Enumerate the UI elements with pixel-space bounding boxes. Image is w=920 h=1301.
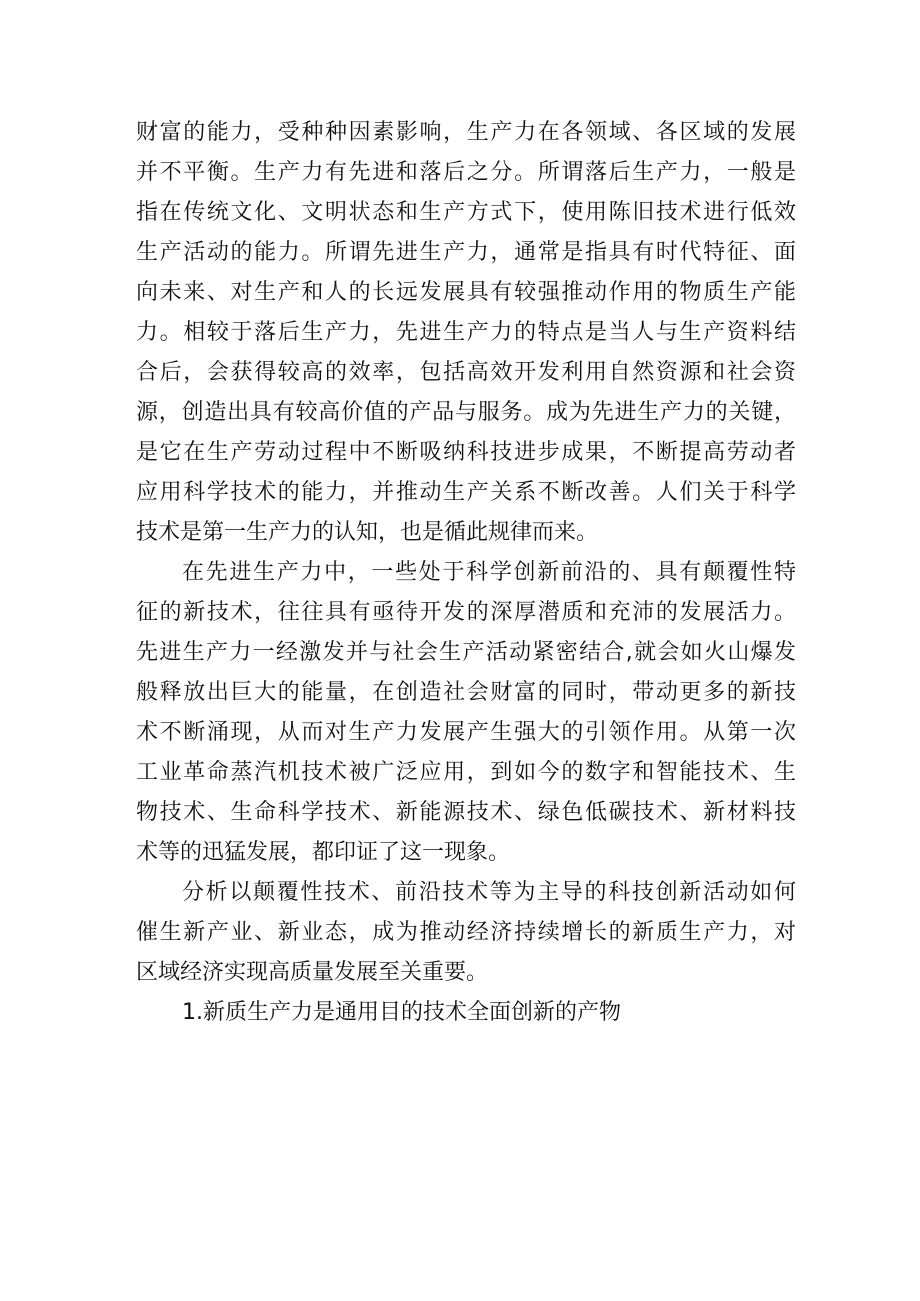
text-line: 催生新产业、新业态，成为推动经济持续增长的新质生产力，对 bbox=[136, 920, 796, 945]
text-line: 物技术、生命科学技术、新能源技术、绿色低碳技术、新材料技 bbox=[136, 800, 796, 825]
heading-line: 1.新质生产力是通用目的技术全面创新的产物 bbox=[182, 1000, 621, 1025]
text-line: 工业革命蒸汽机技术被广泛应用，到如今的数字和智能技术、生 bbox=[136, 760, 796, 785]
paragraph-1 bbox=[136, 113, 796, 553]
text-line: 在先进生产力中，一些处于科学创新前沿的、具有颠覆性特 bbox=[182, 560, 796, 585]
text-line: 技术是第一生产力的认知，也是循此规律而来。 bbox=[136, 520, 599, 545]
text-line: 合后，会获得较高的效率，包括高效开发利用自然资源和社会资 bbox=[136, 360, 796, 385]
text-line: 区域经济实现高质量发展至关重要。 bbox=[136, 960, 489, 985]
text-line: 是它在生产劳动过程中不断吸纳科技进步成果，不断提高劳动者 bbox=[136, 440, 796, 465]
text-line: 向未来、对生产和人的长远发展具有较强推动作用的物质生产能 bbox=[136, 280, 796, 305]
text-line: 生产活动的能力。所谓先进生产力，通常是指具有时代特征、面 bbox=[136, 240, 796, 265]
text-line: 并不平衡。生产力有先进和落后之分。所谓落后生产力，一般是 bbox=[136, 160, 796, 185]
text-line: 征的新技术，往往具有亟待开发的深厚潜质和充沛的发展活力。 bbox=[136, 600, 796, 625]
paragraph-3 bbox=[136, 873, 796, 993]
section-heading bbox=[136, 993, 796, 1033]
text-line: 力。相较于落后生产力，先进生产力的特点是当人与生产资料结 bbox=[136, 320, 796, 345]
text-line: 术等的迅猛发展，都印证了这一现象。 bbox=[136, 840, 511, 865]
text-line: 源，创造出具有较高价值的产品与服务。成为先进生产力的关键， bbox=[136, 400, 796, 425]
text-line: 分析以颠覆性技术、前沿技术等为主导的科技创新活动如何 bbox=[182, 880, 796, 905]
text-line: 术不断涌现，从而对生产力发展产生强大的引领作用。从第一次 bbox=[136, 720, 796, 745]
text-line: 般释放出巨大的能量，在创造社会财富的同时，带动更多的新技 bbox=[136, 680, 796, 705]
text-line: 先进生产力一经激发并与社会生产活动紧密结合,就会如火山爆发 bbox=[136, 640, 796, 665]
body-text bbox=[136, 113, 796, 1033]
paragraph-2 bbox=[136, 553, 796, 873]
text-line: 指在传统文化、文明状态和生产方式下，使用陈旧技术进行低效 bbox=[136, 200, 796, 225]
text-line: 应用科学技术的能力，并推动生产关系不断改善。人们关于科学 bbox=[136, 480, 796, 505]
text-line: 财富的能力，受种种因素影响，生产力在各领域、各区域的发展 bbox=[136, 120, 796, 145]
